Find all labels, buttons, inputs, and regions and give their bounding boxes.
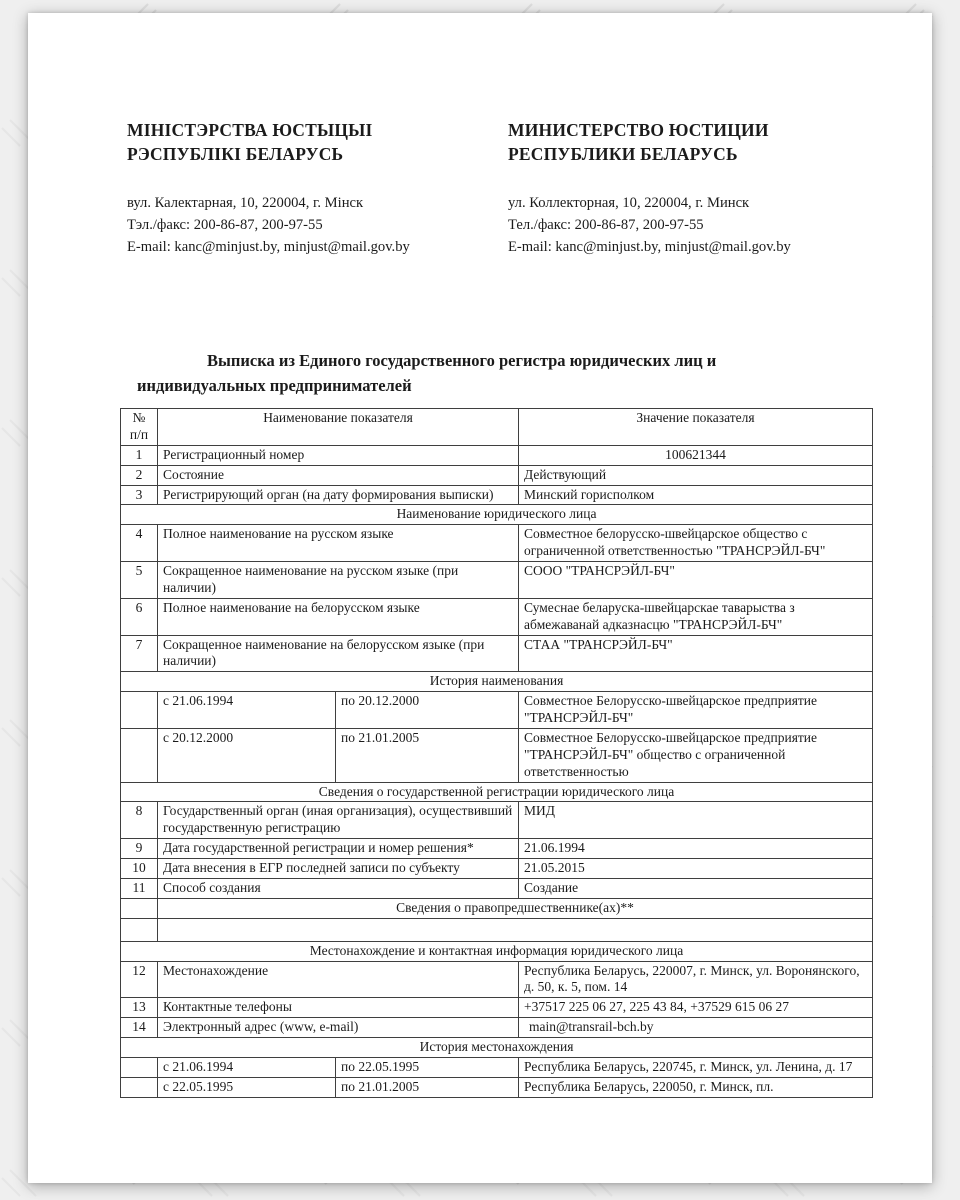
row-name: Полное наименование на русском языке [158, 525, 519, 562]
row-email [121, 1018, 873, 1038]
document-page [28, 13, 932, 1183]
row-name: Контактные телефоны [158, 998, 519, 1018]
row-value: Действующий [519, 465, 873, 485]
ministry-name-ru [508, 119, 898, 167]
header-indicator-name: Наименование показателя [158, 409, 519, 446]
row-name: Регистрирующий орган (на дату формирования выписки) [158, 485, 519, 505]
phone-line: Тел./факс: 200-86-87, 200-97-55 [508, 216, 704, 233]
row-num: 4 [121, 525, 158, 562]
history-from: с 21.06.1994 [158, 692, 336, 729]
email-line: E-mail: kanc@minjust.by, minjust@mail.gov.by [127, 238, 410, 255]
letterhead-russian [508, 119, 898, 259]
row-registering-authority [121, 485, 873, 505]
section-title: Местонахождение и контактная информация юридического лица [121, 941, 873, 961]
row-num: 11 [121, 878, 158, 898]
section-state-registration [121, 782, 873, 802]
address-line: ул. Коллекторная, 10, 220004, г. Минск [508, 194, 750, 211]
row-value: main@transrail-bch.by [519, 1018, 873, 1038]
row-num: 7 [121, 635, 158, 672]
section-title: Наименование юридического лица [121, 505, 873, 525]
location-history-row-2 [121, 1077, 873, 1097]
row-name: Полное наименование на белорусском языке [158, 598, 519, 635]
ministry-name-ru-line2: РЕСПУБЛИКИ БЕЛАРУСЬ [508, 143, 738, 164]
row-num: 1 [121, 445, 158, 465]
history-value: Совместное Белорусско-швейцарское предприятие "ТРАНСРЭЙЛ-БЧ" общество с ограниченной ответственностью [519, 728, 873, 782]
row-name: Способ создания [158, 878, 519, 898]
row-value: 21.05.2015 [519, 859, 873, 879]
document-title [137, 349, 849, 399]
row-empty-cell [158, 918, 873, 941]
row-last-record-date [121, 859, 873, 879]
row-name: Сокращенное наименование на белорусском языке (при наличии) [158, 635, 519, 672]
ministry-contacts-ru [508, 193, 898, 259]
row-name: Сокращенное наименование на русском языке (при наличии) [158, 562, 519, 599]
row-num: 13 [121, 998, 158, 1018]
row-name: Регистрационный номер [158, 445, 519, 465]
row-phones [121, 998, 873, 1018]
register-extract-table [120, 408, 873, 1098]
row-num: 6 [121, 598, 158, 635]
row-num-empty [121, 898, 158, 918]
row-name: Состояние [158, 465, 519, 485]
row-num-empty [121, 918, 158, 941]
row-value: Совместное белорусско-швейцарское общество с ограниченной ответственностью "ТРАНСРЭЙЛ-БЧ" [519, 525, 873, 562]
section-location [121, 941, 873, 961]
row-creation-method [121, 878, 873, 898]
row-value: СТАА "ТРАНСРЭЙЛ-БЧ" [519, 635, 873, 672]
row-value: 100621344 [519, 445, 873, 465]
header-indicator-value: Значение показателя [519, 409, 873, 446]
row-name: Местонахождение [158, 961, 519, 998]
history-to: по 21.01.2005 [336, 1077, 519, 1097]
row-num-empty [121, 728, 158, 782]
document-title-line2: индивидуальных предпринимателей [137, 375, 412, 395]
row-num: 14 [121, 1018, 158, 1038]
location-history-row-1 [121, 1057, 873, 1077]
row-name: Государственный орган (иная организация), осуществивший государственную регистрацию [158, 802, 519, 839]
document-title-line1: Выписка из Единого государственного регистра юридических лиц и [207, 351, 717, 370]
ministry-contacts-by [127, 193, 492, 259]
ministry-name-by [127, 119, 492, 167]
row-status [121, 465, 873, 485]
predecessor-empty-row [121, 918, 873, 941]
header-num [121, 409, 158, 446]
row-num-empty [121, 1057, 158, 1077]
row-num: 3 [121, 485, 158, 505]
name-history-row-1 [121, 692, 873, 729]
row-name: Дата государственной регистрации и номер решения* [158, 839, 519, 859]
row-num: 9 [121, 839, 158, 859]
header-num-line1: № [132, 410, 146, 425]
row-value: МИД [519, 802, 873, 839]
history-from: с 20.12.2000 [158, 728, 336, 782]
row-short-name-ru [121, 562, 873, 599]
row-num-empty [121, 692, 158, 729]
row-registration-number [121, 445, 873, 465]
row-name: Дата внесения в ЕГР последней записи по субъекту [158, 859, 519, 879]
row-num: 5 [121, 562, 158, 599]
address-line: вул. Калектарная, 10, 220004, г. Мінск [127, 194, 364, 211]
history-from: с 22.05.1995 [158, 1077, 336, 1097]
section-title: История наименования [121, 672, 873, 692]
history-from: с 21.06.1994 [158, 1057, 336, 1077]
row-num: 10 [121, 859, 158, 879]
row-registration-date [121, 839, 873, 859]
header-num-line2: п/п [129, 426, 149, 442]
ministry-name-by-line1: МІНІСТЭРСТВА ЮСТЫЦЫІ [127, 120, 373, 140]
row-value: Сумеснае беларуска-швейцарскае таварыства з абмежаванай адказнасцю "ТРАНСРЭЙЛ-БЧ" [519, 598, 873, 635]
ministry-name-by-line2: РЭСПУБЛІКІ БЕЛАРУСЬ [127, 143, 344, 164]
row-num: 12 [121, 961, 158, 998]
history-value: Совместное Белорусско-швейцарское предприятие "ТРАНСРЭЙЛ-БЧ" [519, 692, 873, 729]
history-value: Республика Беларусь, 220745, г. Минск, ул. Ленина, д. 17 [519, 1057, 873, 1077]
section-title: Сведения о государственной регистрации юридического лица [121, 782, 873, 802]
row-num: 2 [121, 465, 158, 485]
letterhead-belarusian [127, 119, 492, 259]
history-to: по 21.01.2005 [336, 728, 519, 782]
table-header-row [121, 409, 873, 446]
row-value: 21.06.1994 [519, 839, 873, 859]
history-to: по 22.05.1995 [336, 1057, 519, 1077]
section-name-history [121, 672, 873, 692]
row-value: Республика Беларусь, 220007, г. Минск, ул. Воронянского, д. 50, к. 5, пом. 14 [519, 961, 873, 998]
history-value: Республика Беларусь, 220050, г. Минск, пл. [519, 1077, 873, 1097]
row-full-name-by [121, 598, 873, 635]
row-short-name-by [121, 635, 873, 672]
row-location [121, 961, 873, 998]
section-legal-entity-name [121, 505, 873, 525]
row-value: Минский горисполком [519, 485, 873, 505]
row-value: +37517 225 06 27, 225 43 84, +37529 615 06 27 [519, 998, 873, 1018]
row-value: СООО "ТРАНСРЭЙЛ-БЧ" [519, 562, 873, 599]
section-title: Сведения о правопредшественнике(ах)** [158, 898, 873, 918]
row-state-body [121, 802, 873, 839]
row-name: Электронный адрес (www, e-mail) [158, 1018, 519, 1038]
phone-line: Тэл./факс: 200-86-87, 200-97-55 [127, 216, 323, 233]
row-value: Создание [519, 878, 873, 898]
ministry-name-ru-line1: МИНИСТЕРСТВО ЮСТИЦИИ [508, 120, 769, 140]
row-num: 8 [121, 802, 158, 839]
section-location-history [121, 1038, 873, 1058]
section-title: История местонахождения [121, 1038, 873, 1058]
section-predecessor [121, 898, 873, 918]
email-line: E-mail: kanc@minjust.by, minjust@mail.gov.by [508, 238, 791, 255]
row-full-name-ru [121, 525, 873, 562]
history-to: по 20.12.2000 [336, 692, 519, 729]
row-num-empty [121, 1077, 158, 1097]
name-history-row-2 [121, 728, 873, 782]
